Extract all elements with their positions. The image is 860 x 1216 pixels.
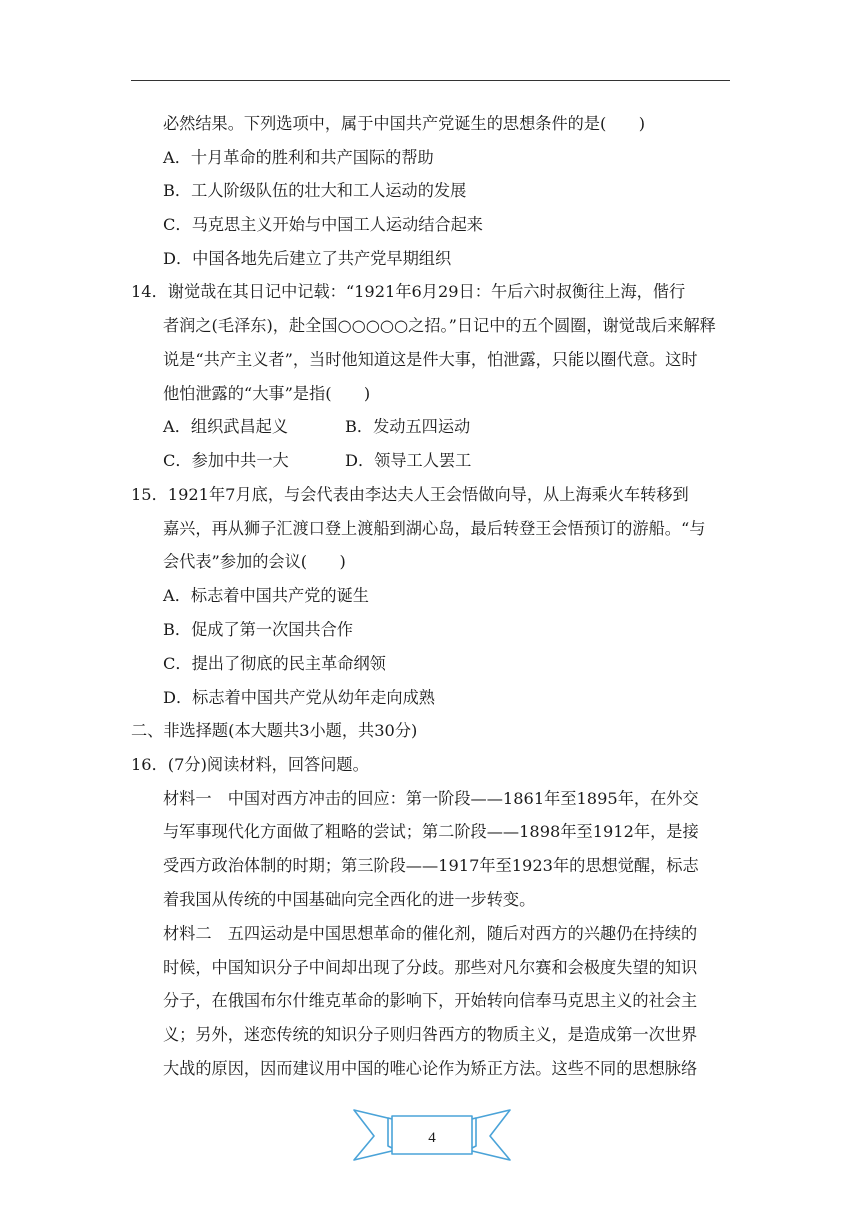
material-1-line-2: 与军事现代化方面做了粗略的尝试；第二阶段——1898年至1912年，是接 <box>163 822 699 841</box>
material-2-line-2: 时候，中国知识分子中间却出现了分歧。那些对凡尔赛和会极度失望的知识 <box>163 958 698 977</box>
material-1-line-3: 受西方政治体制的时期；第三阶段——1917年至1923年的思想觉醒，标志 <box>163 856 699 875</box>
page-number: 4 <box>428 1130 436 1146</box>
q15-option-c: C．提出了彻底的民主革命纲领 <box>163 654 386 673</box>
q13-option-a: A．十月革命的胜利和共产国际的帮助 <box>163 148 434 167</box>
q13-option-b: B．工人阶级队伍的壮大和工人运动的发展 <box>163 181 467 200</box>
q15-option-b: B．促成了第一次国共合作 <box>163 620 353 639</box>
q15-stem-line-3: 会代表”参加的会议( ) <box>163 552 346 571</box>
material-2-line-5: 大战的原因，因而建议用中国的唯心论作为矫正方法。这些不同的思想脉络 <box>163 1059 698 1078</box>
q14-option-d: D．领导工人罢工 <box>345 451 472 470</box>
q14-options-row-2 <box>163 451 471 471</box>
q14-stem-line-4: 他怕泄露的“大事”是指( ) <box>163 384 371 403</box>
section-2-heading: 二、非选择题(本大题共3小题，共30分) <box>131 721 418 740</box>
header-rule <box>131 80 730 81</box>
q13-option-d: D．中国各地先后建立了共产党早期组织 <box>163 249 452 268</box>
q14-stem-line-2: 者润之(毛泽东)，赴全国○○○○○之招。”日记中的五个圆圈，谢觉哉后来解释 <box>163 316 716 335</box>
q15-stem-line-1: 15．1921年7月底，与会代表由李达夫人王会悟做向导，从上海乘火车转移到 <box>131 485 689 504</box>
q14-option-b: B．发动五四运动 <box>345 417 471 436</box>
q13-option-c: C．马克思主义开始与中国工人运动结合起来 <box>163 215 483 234</box>
q15-option-d: D．标志着中国共产党从幼年走向成熟 <box>163 688 435 707</box>
material-1-line-4: 着我国从传统的中国基础向完全西化的进一步转变。 <box>163 890 536 909</box>
material-2-line-1: 材料二 五四运动是中国思想革命的催化剂，随后对西方的兴趣仍在持续的 <box>163 924 698 943</box>
q14-option-c: C．参加中共一大 <box>163 451 289 470</box>
q14-stem-line-1: 14．谢觉哉在其日记中记载：“1921年6月29日：午后六时叔衡往上海，偕行 <box>131 282 686 301</box>
q13-stem-end: 必然结果。下列选项中，属于中国共产党诞生的思想条件的是( ) <box>163 114 646 133</box>
q14-options-row-1 <box>163 417 470 437</box>
material-1-line-1: 材料一 中国对西方冲击的回应：第一阶段——1861年至1895年，在外交 <box>163 789 699 808</box>
q14-stem-line-3: 说是“共产主义者”，当时他知道这是件大事，怕泄露，只能以圈代意。这时 <box>163 350 698 369</box>
q14-option-a: A．组织武昌起义 <box>163 417 289 436</box>
q16-stem: 16．(7分)阅读材料，回答问题。 <box>131 755 369 774</box>
q15-option-a: A．标志着中国共产党的诞生 <box>163 586 369 605</box>
material-2-line-4: 义；另外，迷恋传统的知识分子则归咎西方的物质主义，是造成第一次世界 <box>163 1025 698 1044</box>
page-footer <box>352 1106 512 1166</box>
material-2-line-3: 分子，在俄国布尔什维克革命的影响下，开始转向信奉马克思主义的社会主 <box>163 991 698 1010</box>
q15-stem-line-2: 嘉兴，再从狮子汇渡口登上渡船到湖心岛，最后转登王会悟预订的游船。“与 <box>163 519 706 538</box>
